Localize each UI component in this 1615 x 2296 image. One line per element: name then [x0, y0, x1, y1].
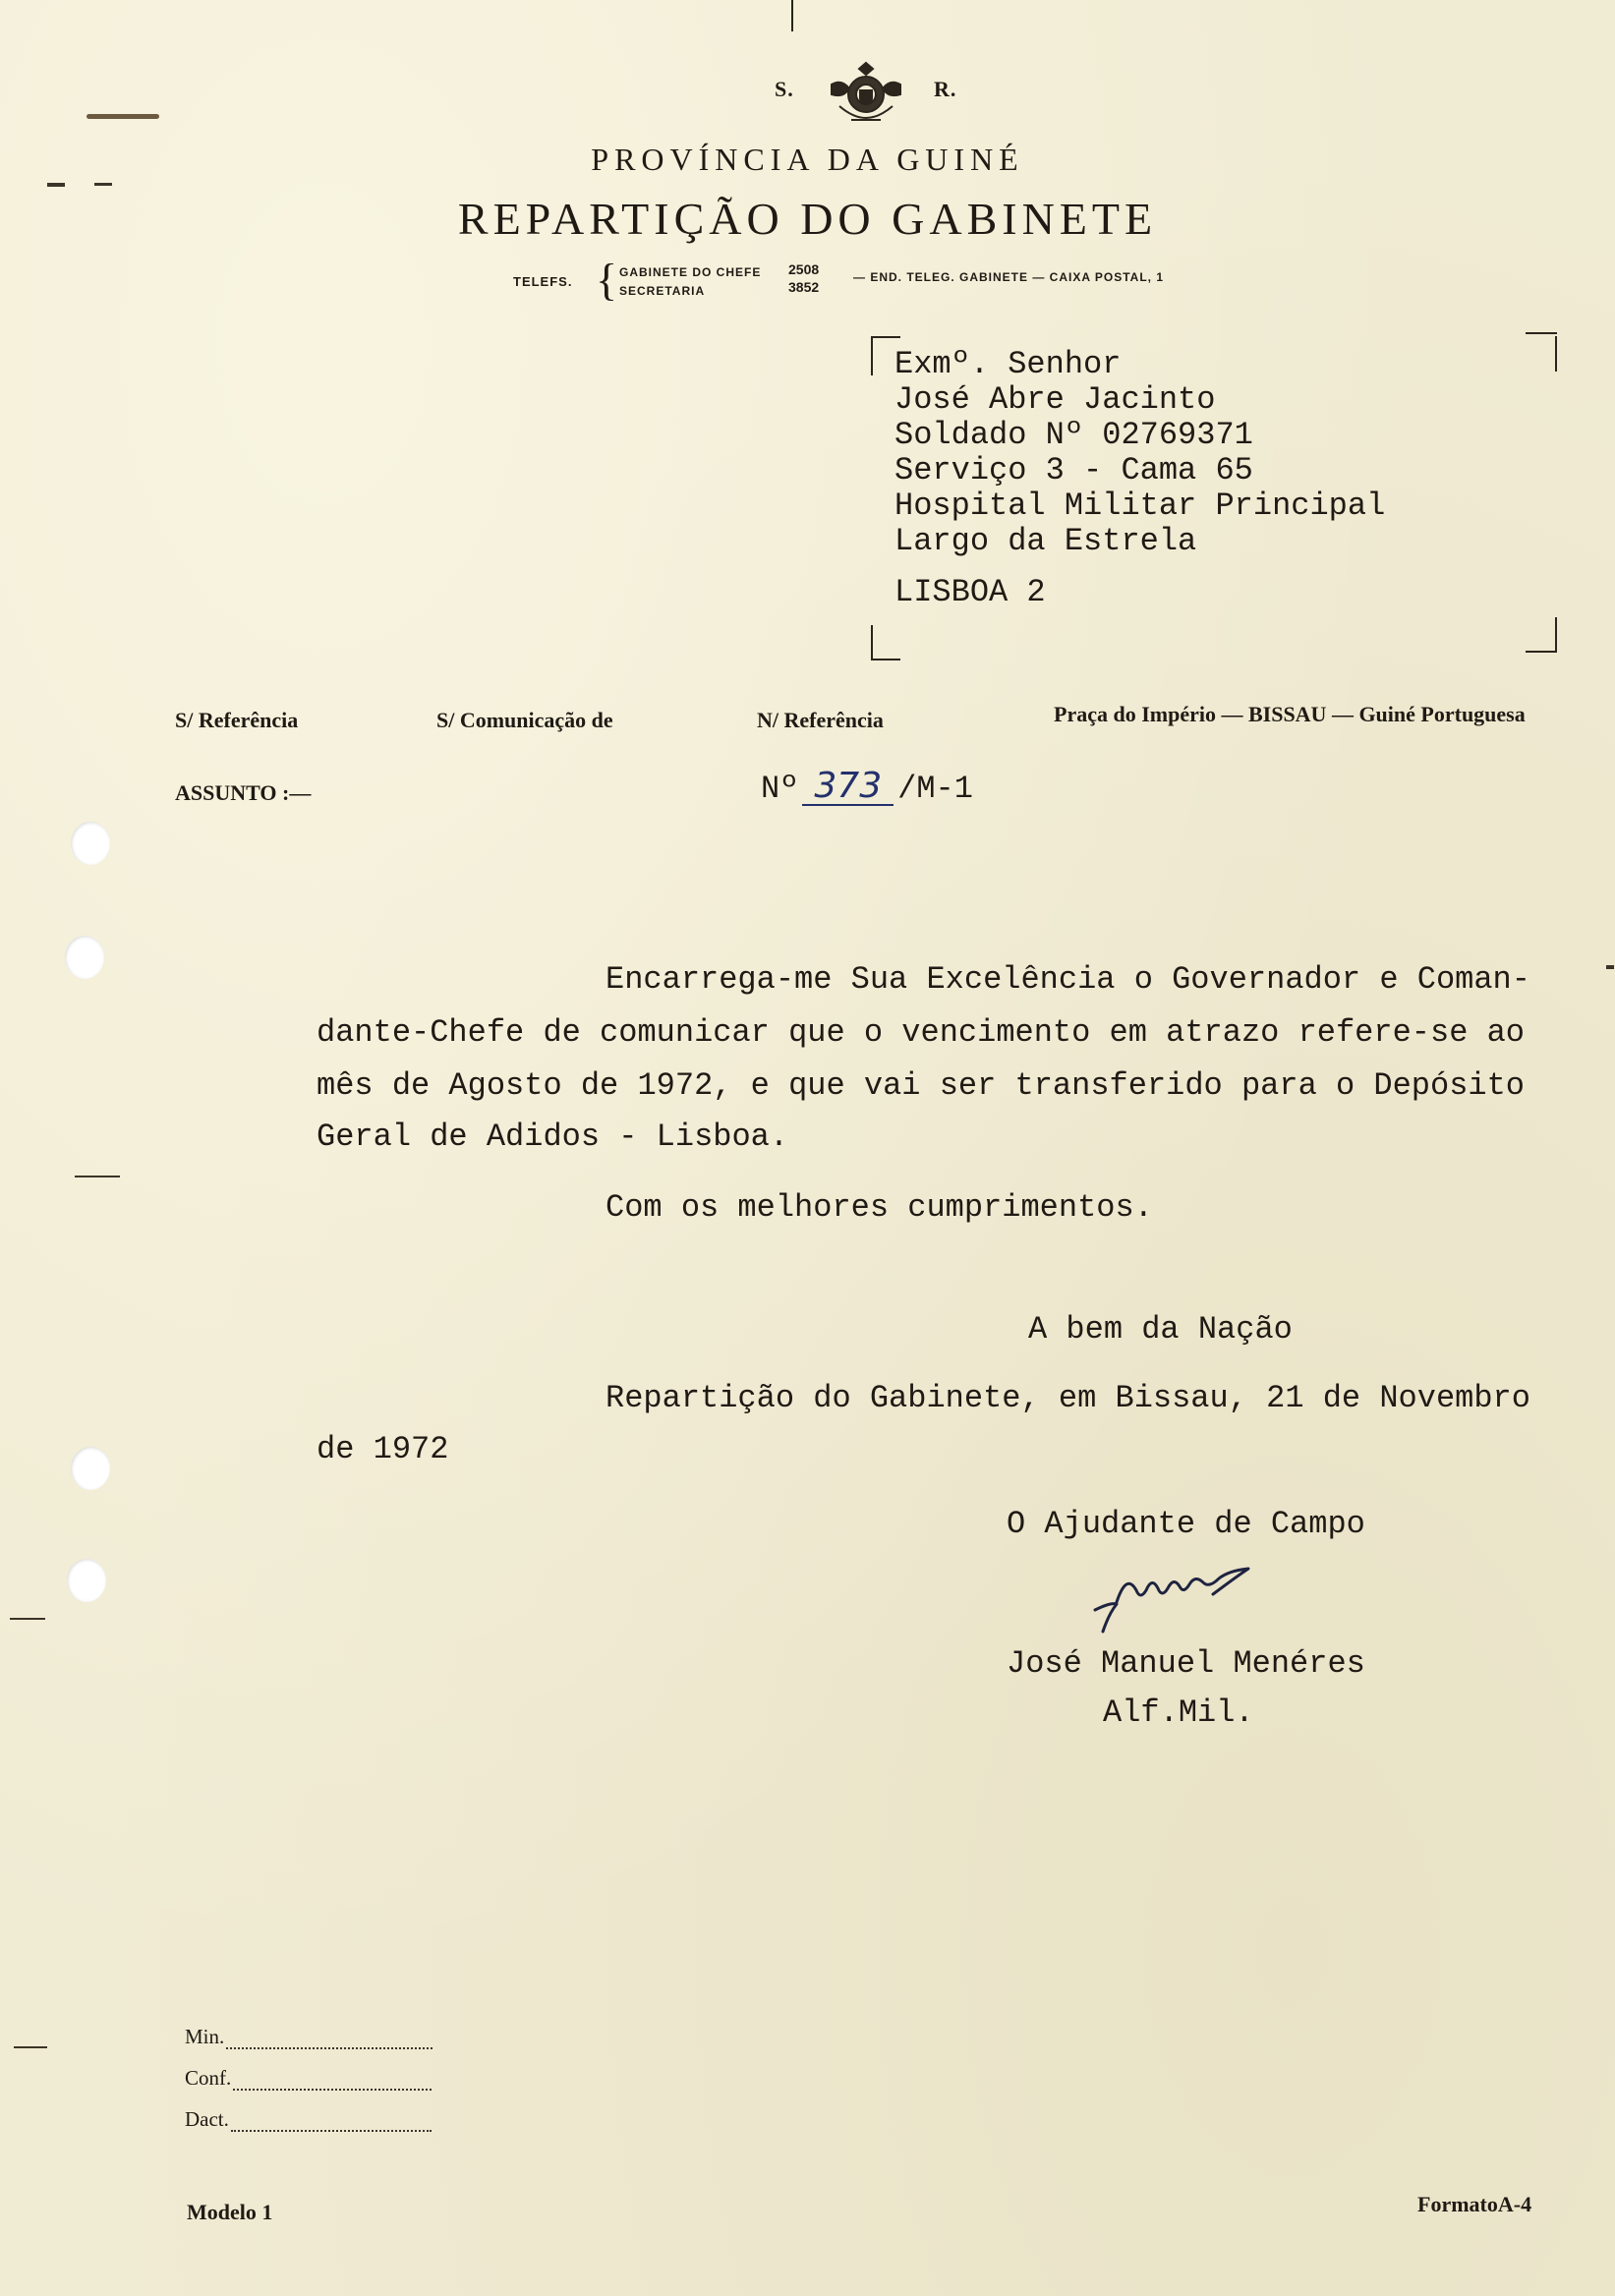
body-line: Geral de Adidos - Lisboa.	[317, 1119, 789, 1155]
document-number	[761, 766, 973, 807]
tel-number-chefe: 2508	[788, 261, 820, 277]
number-suffix: /M-1	[897, 771, 973, 807]
department-title: REPARTIÇÃO DO GABINETE	[457, 194, 1158, 244]
format-label: FormatoA-4	[1417, 2192, 1532, 2216]
your-reference-label: S/ Referência	[175, 708, 299, 732]
province-title: PROVÍNCIA DA GUINÉ	[591, 142, 1024, 177]
fold-mark	[75, 1176, 120, 1177]
greeting: Com os melhores cumprimentos.	[606, 1189, 1153, 1226]
address-corner-bl	[871, 659, 900, 660]
address-corner-br	[1555, 617, 1557, 653]
body-line: dante-Chefe de comunicar que o vencimento em atrazo refere-se ao	[317, 1014, 1525, 1051]
address-corner-br	[1526, 651, 1557, 653]
punch-hole	[67, 1559, 106, 1602]
recipient-line: Serviço 3 - Cama 65	[894, 452, 1253, 488]
footer-dact-field	[185, 2107, 432, 2132]
brace-icon: {	[596, 255, 618, 305]
address-corner-bl	[871, 625, 873, 660]
place-date-line: Repartição do Gabinete, em Bissau, 21 de Novembro	[606, 1380, 1530, 1416]
number-prefix: Nº	[761, 771, 799, 807]
recipient-line: Largo da Estrela	[894, 523, 1197, 559]
margin-mark	[94, 183, 112, 186]
signer-name: José Manuel Menéres	[1007, 1645, 1365, 1682]
our-reference-label: N/ Referência	[757, 708, 884, 732]
fold-mark	[14, 2046, 47, 2048]
dact-label: Dact.	[185, 2107, 229, 2131]
signer-rank: Alf.Mil.	[1103, 1694, 1254, 1731]
coat-of-arms-icon	[822, 55, 910, 130]
footer-conf-field	[185, 2066, 432, 2091]
place-date-line: de 1972	[317, 1431, 449, 1467]
margin-mark	[47, 183, 65, 187]
margin-mark	[87, 114, 159, 119]
telegraph-address: — END. TELEG. GABINETE — CAIXA POSTAL, 1	[853, 270, 1165, 284]
top-fold-mark	[791, 0, 793, 31]
tel-line-secretaria: SECRETARIA	[619, 284, 706, 298]
address-corner-tr	[1526, 332, 1557, 334]
handwritten-number: 373	[802, 769, 894, 806]
address-corner-tl	[871, 336, 900, 338]
model-label: Modelo 1	[187, 2200, 273, 2224]
conf-dotted-line	[233, 2071, 432, 2091]
telefs-label: TELEFS.	[513, 274, 573, 289]
recipient-line: Hospital Militar Principal	[894, 488, 1386, 524]
body-line: Encarrega-me Sua Excelência o Governador e Coman-	[606, 961, 1530, 998]
letterhead-s: S.	[775, 77, 794, 101]
address-corner-tr	[1555, 336, 1557, 372]
tel-number-secretaria: 3852	[788, 279, 820, 295]
body-line: mês de Agosto de 1972, e que vai ser transferido para o Depósito	[317, 1067, 1525, 1104]
punch-hole	[65, 936, 104, 979]
letterhead-r: R.	[934, 77, 957, 101]
location-label: Praça do Império — BISSAU — Guiné Portuguesa	[1054, 702, 1526, 726]
recipient-line: José Abre Jacinto	[894, 381, 1216, 418]
dact-dotted-line	[231, 2112, 432, 2132]
fold-mark	[10, 1618, 45, 1620]
signature-icon	[1091, 1559, 1356, 1637]
recipient-line: Exmº. Senhor	[894, 346, 1122, 382]
punch-hole	[71, 1447, 110, 1490]
min-dotted-line	[226, 2030, 433, 2049]
punch-hole	[71, 822, 110, 865]
recipient-line: Soldado Nº 02769371	[894, 417, 1253, 453]
closing-nacao: A bem da Nação	[1028, 1311, 1293, 1348]
subject-label: ASSUNTO :—	[175, 780, 312, 805]
recipient-city: LISBOA 2	[894, 574, 1046, 610]
footer-min-field	[185, 2025, 433, 2049]
signer-title: O Ajudante de Campo	[1007, 1506, 1365, 1542]
conf-label: Conf.	[185, 2066, 232, 2090]
fold-mark	[1606, 965, 1614, 969]
min-label: Min.	[185, 2025, 225, 2048]
tel-line-chefe: GABINETE DO CHEFE	[619, 265, 762, 279]
your-communication-label: S/ Comunicação de	[436, 708, 613, 732]
address-corner-tl	[871, 336, 873, 375]
